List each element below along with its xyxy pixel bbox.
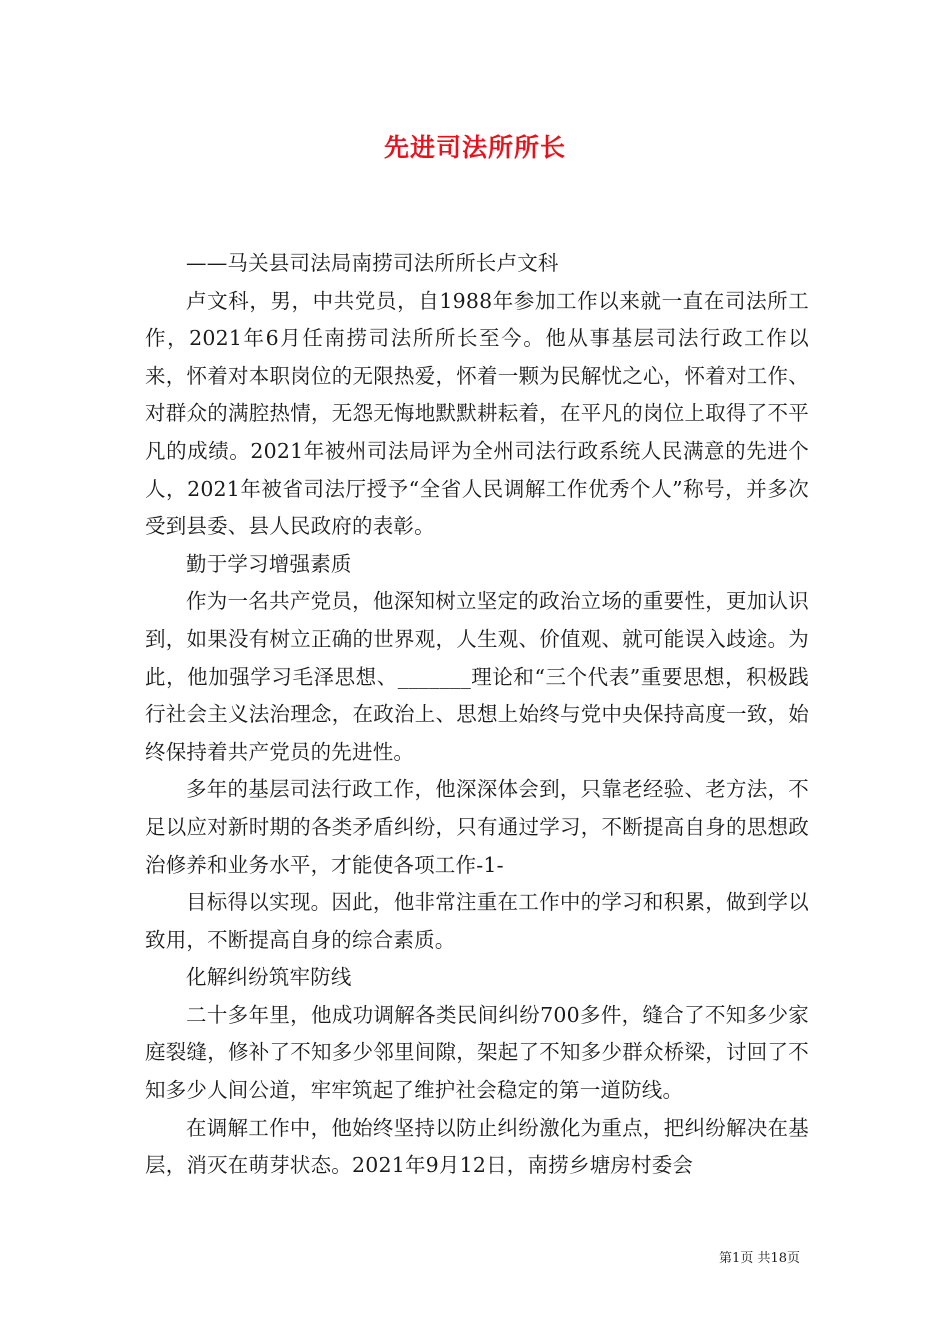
paragraph-4: 目标得以实现。因此，他非常注重在工作中的学习和积累，做到学以致用，不断提高自身的综合素质。 [145, 890, 809, 952]
subtitle: ——马关县司法局南捞司法所所长卢文科 [186, 251, 559, 275]
document-body [145, 245, 809, 1185]
section-heading-study: 勤于学习增强素质 [186, 551, 352, 576]
paragraph-6: 在调解工作中，他始终坚持以防止纠纷激化为重点，把纠纷解决在基层，消灭在萌芽状态。2021年9月12日，南捞乡塘房村委会 [145, 1115, 809, 1178]
paragraph-2: 作为一名共产党员，他深知树立坚定的政治立场的重要性，更加认识到，如果没有树立正确的世界观，人生观、价值观、就可能误入歧途。为此，他加强学习毛泽思想、_______理论和“三个代表”重要思想，积极践行社会主义法治理念，在政治上、思想上始终与党中央保持高度一致，始终保持着共产党员的先进性。 [145, 589, 809, 764]
paragraph-1: 卢文科，男，中共党员，自1988年参加工作以来就一直在司法所工作，2021年6月任南捞司法所所长至今。他从事基层司法行政工作以来，怀着对本职岗位的无限热爱，怀着一颗为民解忧之心，怀着对工作、对群众的满腔热情，无怨无悔地默默耕耘着，在平凡的岗位上取得了不平凡的成绩。2021年被州司法局评为全州司法行政系统人民满意的先进个人，2021年被省司法厅授予“全省人民调解工作优秀个人”称号，并多次受到县委、县人民政府的表彰。 [145, 288, 809, 539]
document-title: 先进司法所所长 [383, 133, 566, 162]
page-number-footer: 第1页 共18页 [719, 1251, 800, 1266]
paragraph-5: 二十多年里，他成功调解各类民间纠纷700多件，缝合了不知多少家庭裂缝，修补了不知多少邻里间隙，架起了不知多少群众桥梁，讨回了不知多少人间公道，牢牢筑起了维护社会稳定的第一道防线。 [145, 1002, 809, 1103]
paragraph-3: 多年的基层司法行政工作，他深深体会到，只靠老经验、老方法，不足以应对新时期的各类矛盾纠纷，只有通过学习，不断提高自身的思想政治修养和业务水平，才能使各项工作-1- [145, 777, 809, 877]
section-heading-disputes: 化解纠纷筑牢防线 [186, 965, 352, 990]
